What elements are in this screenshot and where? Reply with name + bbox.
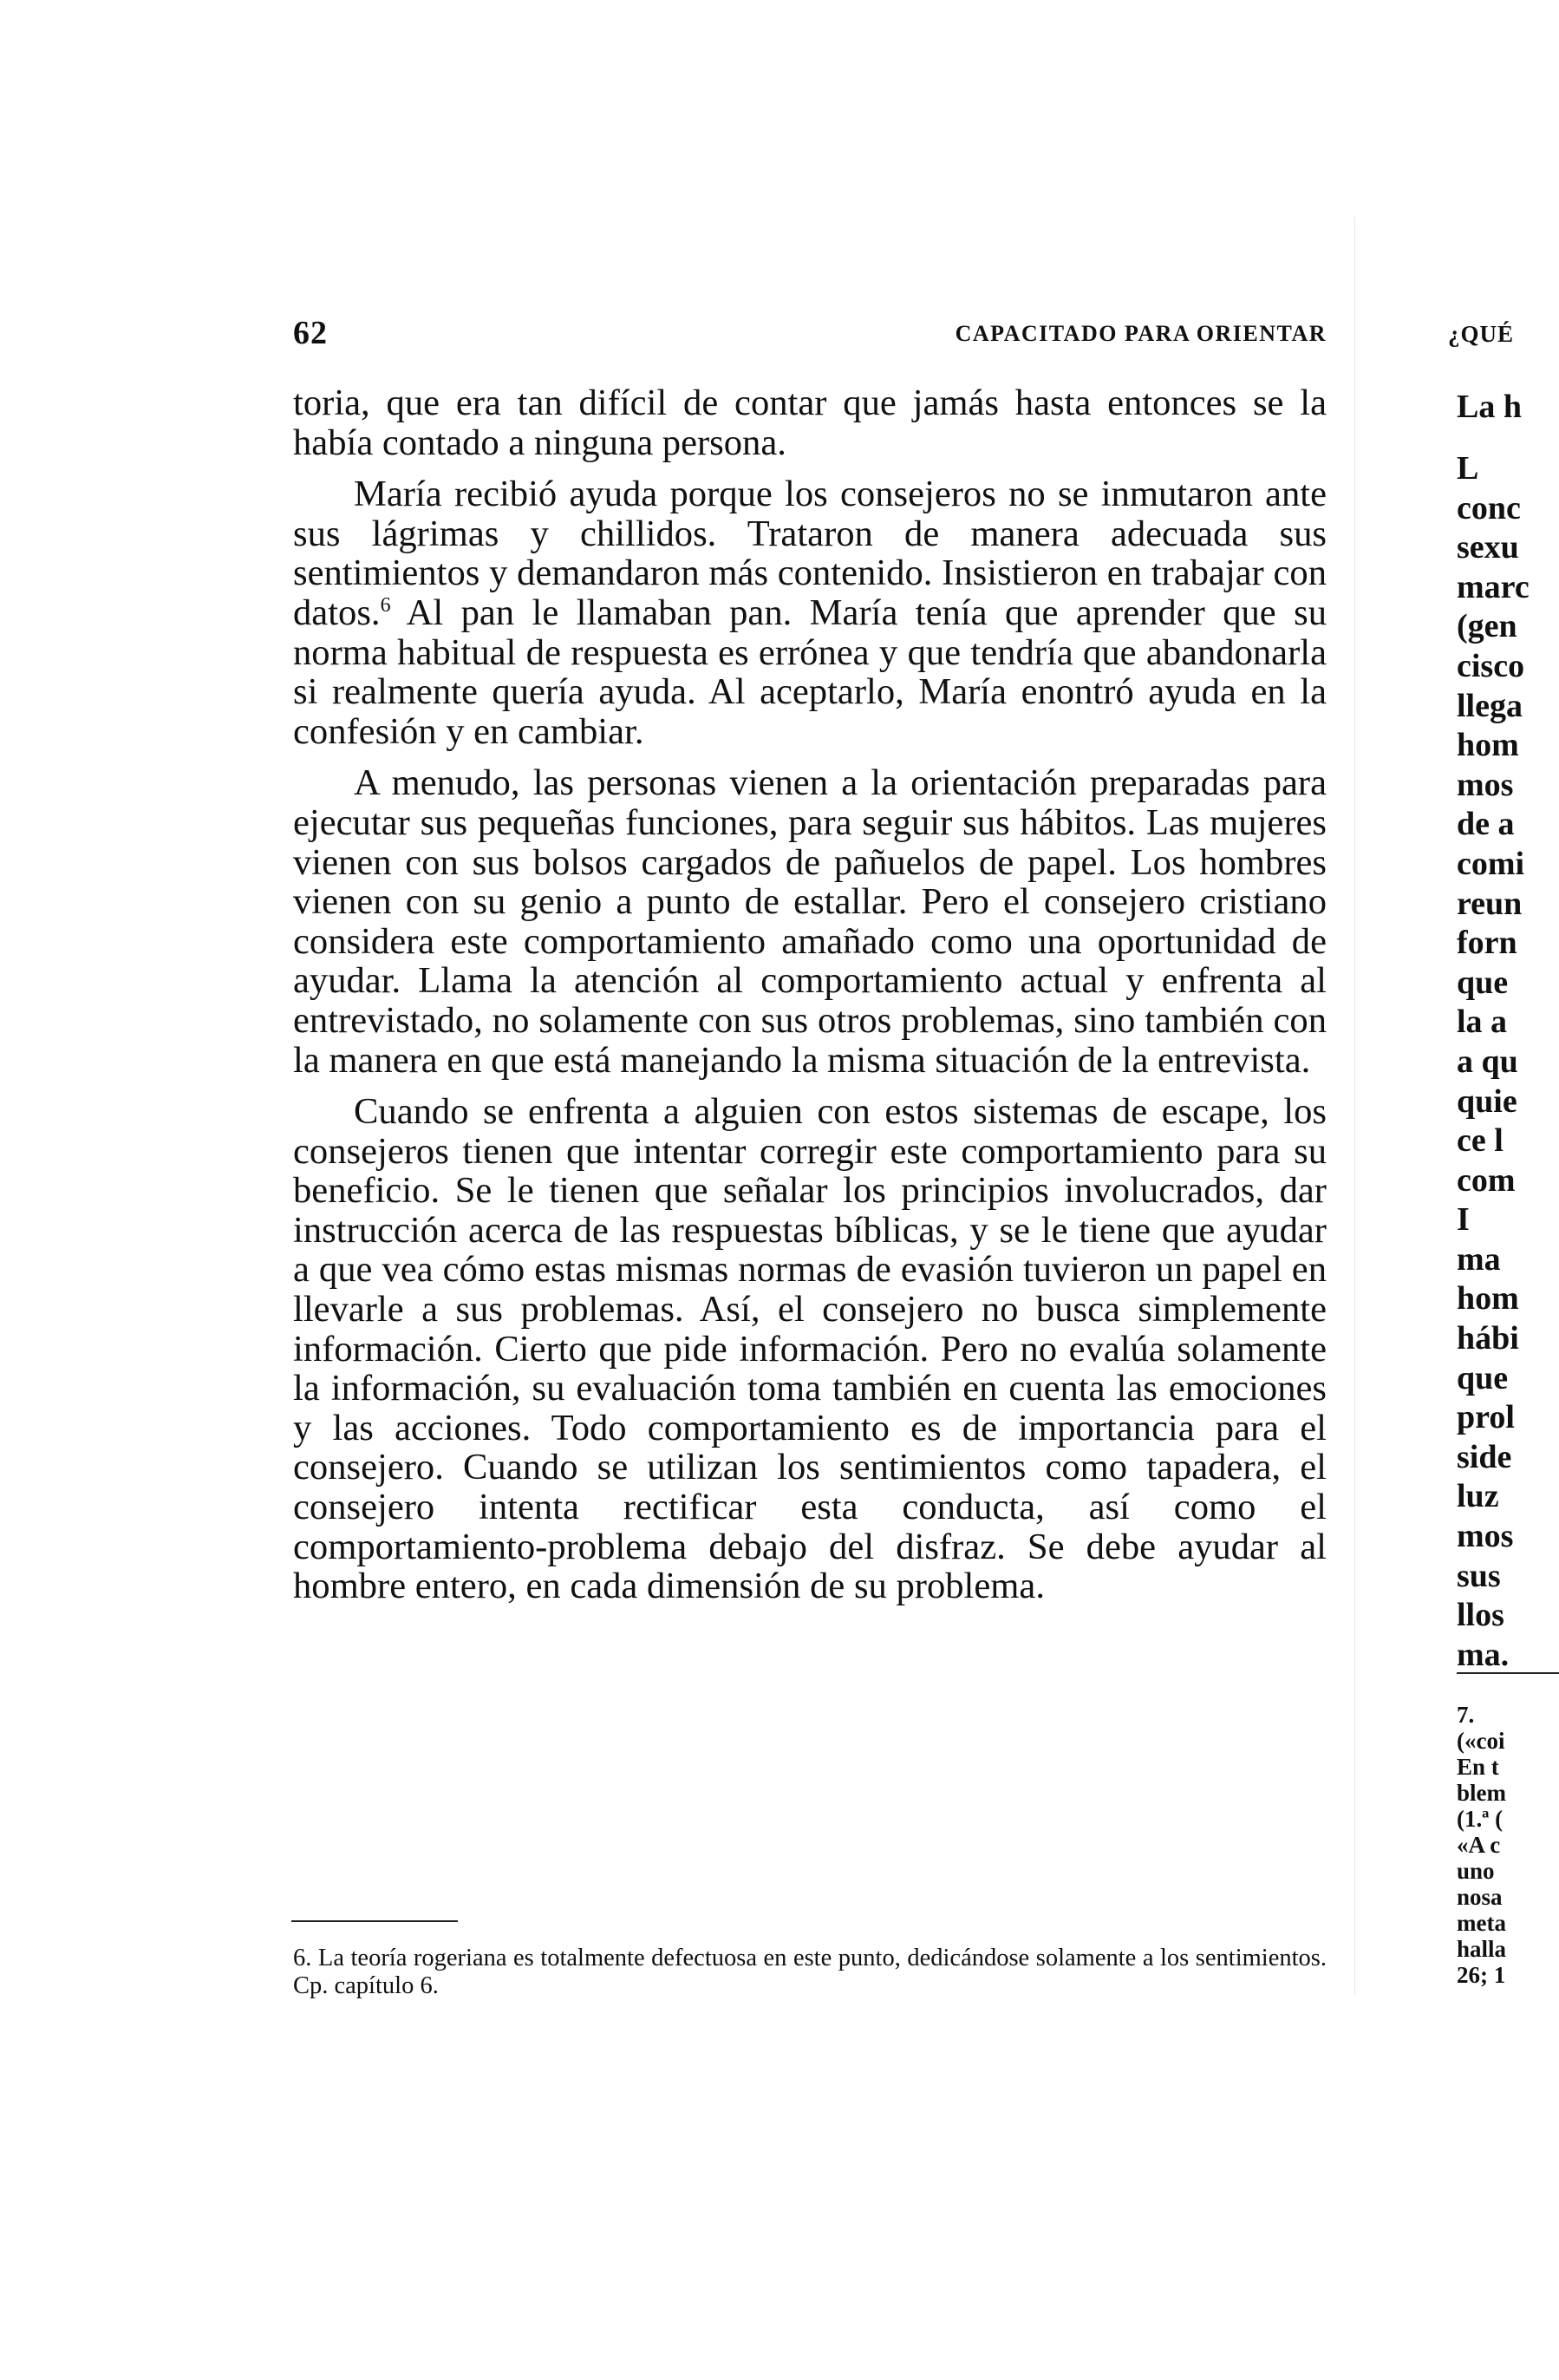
paragraph bbox=[293, 1092, 1327, 1606]
facing-footnote-separator bbox=[1457, 1672, 1559, 1674]
footnote-text: La teoría rogeriana es totalmente defectuosa en este punto, dedicándose solamente a los sentimientos. Cp. capítulo 6. bbox=[293, 1945, 1327, 1999]
facing-line: ma bbox=[1457, 1240, 1501, 1278]
facing-footnote-line: («coi bbox=[1457, 1728, 1505, 1754]
facing-footnote bbox=[1457, 1702, 1506, 1988]
facing-footnote-line: 7. bbox=[1457, 1702, 1475, 1728]
facing-text-lines bbox=[1457, 449, 1530, 1675]
paragraph-text: María recibió ayuda porque los consejeros no se inmutaron ante sus lágrimas y chillidos. Trataron de manera adecuada sus sentimientos y demandaron más contenido. Insistieron en trabajar con datos. bbox=[293, 474, 1327, 633]
facing-line: prol bbox=[1457, 1399, 1515, 1436]
facing-footnote-line: halla bbox=[1457, 1936, 1507, 1962]
facing-line: conc bbox=[1457, 489, 1521, 526]
facing-footnote-line: (1.ª ( bbox=[1457, 1806, 1504, 1832]
paragraph bbox=[293, 763, 1327, 1080]
facing-line: com bbox=[1457, 1161, 1516, 1199]
facing-line: que bbox=[1457, 964, 1509, 1001]
facing-line: forn bbox=[1457, 925, 1517, 962]
facing-line: a qu bbox=[1457, 1043, 1518, 1080]
facing-footnote-line: 26; 1 bbox=[1457, 1962, 1506, 1988]
facing-footnote-line: blem bbox=[1457, 1780, 1506, 1806]
facing-line: ma. bbox=[1457, 1636, 1510, 1673]
facing-line: reun bbox=[1457, 885, 1523, 922]
facing-heading: La h bbox=[1457, 389, 1522, 425]
facing-line: sus bbox=[1457, 1557, 1501, 1594]
footnote bbox=[293, 1945, 1327, 2000]
facing-line: hom bbox=[1457, 1280, 1519, 1318]
facing-line: llos bbox=[1457, 1597, 1504, 1634]
facing-line: side bbox=[1457, 1438, 1512, 1475]
facing-line: hom bbox=[1457, 727, 1519, 764]
paragraph-text: Cuando se enfrenta a alguien con estos sistemas de escape, los consejeros tienen que intentar corregir este comportamiento para su beneficio. Se le tienen que señalar los principios involucrados, dar instrucción acerca de las respuestas bíblicas, y se le tiene que ayudar a que vea cómo estas mismas normas de evasión tuvieron un papel en llevarle a sus problemas. Así, el consejero no busca simplemente información. Cierto que pide información. Pero no evalúa solamente la información, su evaluación toma también en cuenta las emociones y las acciones. Todo comportamiento es de importancia para el consejero. Cuando se utilizan los sentimientos como tapadera, el consejero intenta rectificar esta conducta, así como el comportamiento-problema debajo del disfraz. Se debe ayudar al hombre entero, en cada dimensión de su problema. bbox=[293, 1091, 1327, 1607]
facing-running-head: ¿QUÉ bbox=[1448, 321, 1515, 347]
paragraph bbox=[293, 383, 1327, 462]
running-title: CAPACITADO PARA ORIENTAR bbox=[955, 321, 1327, 346]
facing-line: quie bbox=[1457, 1082, 1517, 1120]
facing-line: L bbox=[1457, 450, 1479, 487]
paragraph-text: toria, que era tan difícil de contar que jamás hasta entonces se la había contado a ninguna persona. bbox=[293, 382, 1327, 463]
facing-line: luz bbox=[1457, 1478, 1499, 1515]
facing-line: mos bbox=[1457, 1518, 1514, 1555]
facing-line: hábi bbox=[1457, 1320, 1519, 1357]
facing-footnote-line: «A c bbox=[1457, 1832, 1501, 1858]
footnote-reference: 6 bbox=[380, 593, 391, 617]
paragraph bbox=[293, 474, 1327, 751]
facing-line: de a bbox=[1457, 806, 1515, 843]
facing-line: la a bbox=[1457, 1004, 1508, 1041]
paragraph-text: Al pan le llamaban pan. María tenía que aprender que su norma habitual de respuesta es errónea y que tendría que abandonarla si realmente quería ayuda. Al aceptarlo, María enontró ayuda en la confesión y en cambiar. bbox=[293, 592, 1327, 752]
page-number: 62 bbox=[293, 315, 328, 351]
footnote-number: 6. bbox=[293, 1945, 312, 1971]
facing-line: marc bbox=[1457, 568, 1530, 605]
facing-line: (gen bbox=[1457, 608, 1517, 645]
facing-line: llega bbox=[1457, 687, 1523, 724]
facing-line: cisco bbox=[1457, 647, 1525, 684]
facing-line: mos bbox=[1457, 766, 1514, 803]
facing-line: comi bbox=[1457, 845, 1525, 882]
body-text bbox=[293, 383, 1327, 1606]
facing-line: I bbox=[1457, 1201, 1470, 1239]
footnote-separator bbox=[291, 1920, 458, 1922]
facing-line: sexu bbox=[1457, 529, 1519, 566]
paragraph-text: A menudo, las personas vienen a la orientación preparadas para ejecutar sus pequeñas funciones, para seguir sus hábitos. Las mujeres vienen con sus bolsos cargados de pañuelos de papel. Los hombres vienen con su genio a punto de estallar. Pero el consejero cristiano considera este comportamiento amañado como una oportunidad de ayudar. Llama la atención al comportamiento actual y enfrenta al entrevistado, no solamente con sus otros problemas, sino también con la manera en que está manejando la misma situación de la entrevista. bbox=[293, 762, 1327, 1081]
facing-line: ce l bbox=[1457, 1122, 1504, 1160]
facing-footnote-line: uno bbox=[1457, 1858, 1495, 1884]
facing-line: que bbox=[1457, 1359, 1509, 1396]
facing-footnote-line: En t bbox=[1457, 1754, 1499, 1780]
facing-footnote-line: nosa bbox=[1457, 1884, 1503, 1910]
page-gutter bbox=[1354, 217, 1355, 1995]
facing-footnote-line: meta bbox=[1457, 1910, 1506, 1936]
facing-page bbox=[1412, 0, 1559, 2380]
